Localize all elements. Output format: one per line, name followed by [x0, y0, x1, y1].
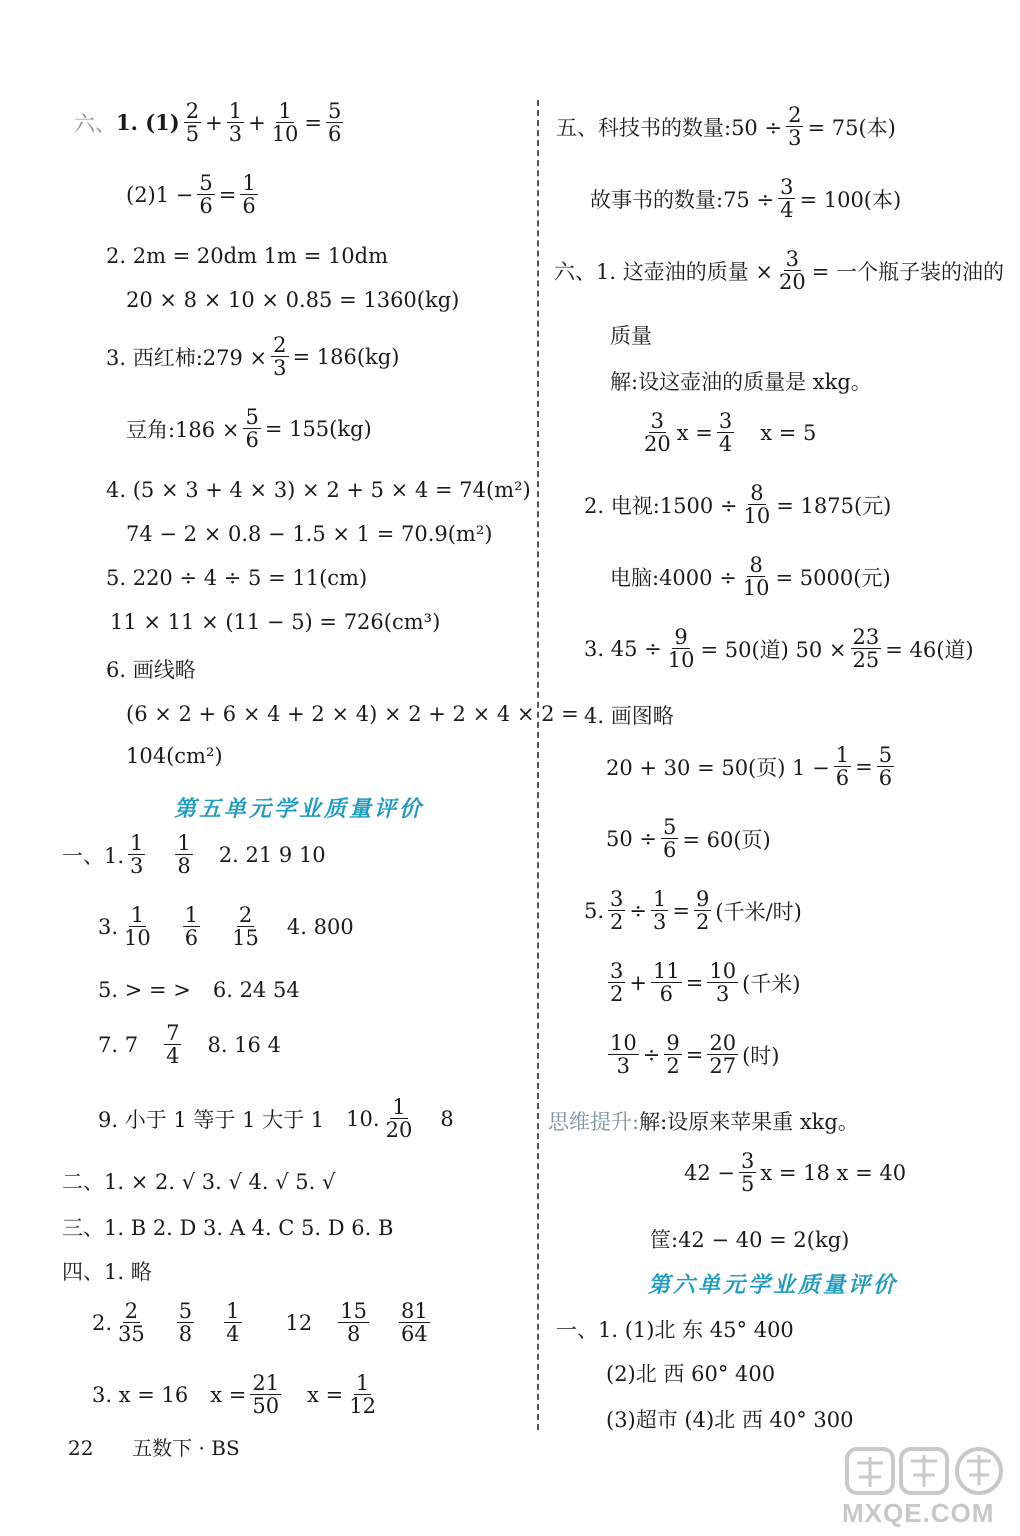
fraction: $\frac{1}{20}$ [385, 1095, 413, 1143]
fraction: $\frac{5}{8}$ [178, 1299, 193, 1347]
answer-6-5-line3: $\frac{10}{3}$ ÷ $\frac{9}{2}$ = $\frac{20}{27}$ (时) [610, 1031, 780, 1079]
u5-section-4-2: 2. $\frac{2}{35}$ $\frac{5}{8}$ $\frac{1}{4}$ 12 $\frac{15}{8}$ $\frac{81}{64}$ [92, 1299, 428, 1347]
fraction: $\frac{9}{10}$ [667, 625, 695, 673]
answer-6-1-1: 六、 1. (1) $\frac{2}{5}$ + $\frac{1}{3}$ + $\frac{1}{10}$ = $\frac{5}{6}$ [74, 99, 342, 147]
fraction: $\frac{81}{64}$ [401, 1299, 428, 1347]
fraction: $\frac{1}{6}$ [184, 903, 199, 951]
answer-6-5-line1: 5. $\frac{3}{2}$ ÷ $\frac{1}{3}$ = $\frac{9}{2}$ (千米/时) [584, 887, 802, 935]
fraction: $\frac{1}{3}$ [653, 887, 667, 935]
u5-section-3: 三、1. B 2. D 3. A 4. C 5. D 6. B [62, 1216, 394, 1240]
u5-section-2: 二、1. × 2. √ 3. √ 4. √ 5. √ [62, 1170, 336, 1194]
u5-row-9-10: 9. 小于 1 等于 1 大于 1 10. $\frac{1}{20}$ 8 [98, 1095, 454, 1143]
u5-row-1-2: 一、1. $\frac{1}{3}$ $\frac{1}{8}$ 2. 21 9 10 [62, 831, 326, 879]
fraction: $\frac{1}{10}$ [271, 99, 299, 147]
u5-row-7-8: 7. 7 $\frac{7}{4}$ 8. 16 4 [98, 1021, 281, 1069]
fraction: $\frac{10}{3}$ [610, 1031, 637, 1079]
answer-6-4-line2: 74 − 2 × 0.8 − 1.5 × 1 = 70.9(m²) [126, 522, 493, 546]
thinking-extension-equation: 42 − $\frac{3}{5}$ x = 18 x = 40 [684, 1149, 907, 1197]
answer-6-2-tv: 2. 电视:1500 ÷ $\frac{8}{10}$ = 1875(元) [584, 481, 892, 529]
fraction: $\frac{3}{2}$ [610, 959, 624, 1007]
answer-6-3: 3. 45 ÷ $\frac{9}{10}$ = 50(道) 50 × $\frac{23}{25}$ = 46(道) [584, 625, 974, 673]
fraction: $\frac{3}{5}$ [741, 1149, 755, 1197]
answer-6-5-line1: 5. 220 ÷ 4 ÷ 5 = 11(cm) [106, 566, 368, 590]
fraction: $\frac{11}{6}$ [652, 959, 680, 1007]
answer-5-science-books: 五、科技书的数量:50 ÷ $\frac{2}{3}$ = 75(本) [556, 103, 896, 151]
fraction: $\frac{1}{12}$ [349, 1371, 376, 1419]
fraction: $\frac{10}{3}$ [709, 959, 737, 1007]
thinking-extension: 思维提升: 解:设原来苹果重 xkg。 [548, 1110, 859, 1134]
fraction: $\frac{5}{6}$ [878, 743, 893, 791]
fraction: $\frac{3}{4}$ [718, 409, 733, 457]
unit6-heading: 第六单元学业质量评价 [648, 1272, 899, 1298]
fraction: $\frac{8}{10}$ [743, 481, 771, 529]
fraction: $\frac{2}{35}$ [118, 1299, 145, 1347]
watermark-text: MXQE.COM [842, 1498, 995, 1528]
answer-6-5-line2: $\frac{3}{2}$ + $\frac{11}{6}$ = $\frac{10}{3}$ (千米) [610, 959, 801, 1007]
fraction: $\frac{1}{3}$ [130, 831, 144, 879]
answer-6-2-line1: 2. 2m = 20dm 1m = 10dm [106, 244, 388, 268]
fraction: $\frac{3}{4}$ [780, 175, 794, 223]
fraction: $\frac{1}{3}$ [228, 99, 243, 147]
fraction: $\frac{1}{8}$ [177, 831, 191, 879]
u5-row-5-6: 5. > = > 6. 24 54 [98, 978, 300, 1002]
fraction: $\frac{15}{8}$ [340, 1299, 367, 1347]
fraction: $\frac{1}{10}$ [124, 903, 151, 951]
answer-6-6-line2: (6 × 2 + 6 × 4 + 2 × 4) × 2 + 2 × 4 × 2 = [126, 702, 579, 726]
u6-answer-1-1: 一、1. (1)北 东 45° 400 [556, 1318, 794, 1342]
u5-section-4-1: 四、1. 略 [62, 1260, 152, 1284]
fraction: $\frac{5}{6}$ [245, 405, 259, 453]
column-divider [537, 100, 539, 1430]
fraction: $\frac{2}{15}$ [232, 903, 259, 951]
fraction: $\frac{8}{10}$ [742, 553, 770, 601]
answer-6-4-line1: 4. (5 × 3 + 4 × 3) × 2 + 5 × 4 = 74(m²) [106, 478, 531, 502]
fraction: $\frac{3}{2}$ [610, 887, 624, 935]
fraction: $\frac{20}{27}$ [709, 1031, 737, 1079]
answer-5-story-books: 故事书的数量:75 ÷ $\frac{3}{4}$ = 100(本) [590, 175, 902, 223]
fraction: $\frac{1}{6}$ [242, 171, 256, 219]
fraction: $\frac{3}{20}$ [778, 247, 806, 295]
fraction: $\frac{23}{25}$ [852, 625, 880, 673]
answer-6-1-oil-line2: 质量 [610, 324, 652, 348]
fraction: $\frac{1}{4}$ [226, 1299, 240, 1347]
fraction: $\frac{5}{6}$ [328, 99, 342, 147]
fraction: $\frac{5}{6}$ [199, 171, 213, 219]
fraction: $\frac{9}{2}$ [666, 1031, 680, 1079]
book-label: 五数下 · BS [132, 1436, 240, 1460]
fraction: $\frac{7}{4}$ [166, 1021, 180, 1069]
answer-6-1-2: (2)1 − $\frac{5}{6}$ = $\frac{1}{6}$ [126, 171, 256, 219]
thinking-extension-answer: 筐:42 − 40 = 2(kg) [650, 1228, 850, 1252]
fraction: $\frac{3}{20}$ [644, 409, 671, 457]
answer-6-5-line2: 11 × 11 × (11 − 5) = 726(cm³) [110, 610, 441, 634]
answer-6-4-line2: 20 + 30 = 50(页) 1 − $\frac{1}{6}$ = $\frac{5}{6}$ [606, 743, 893, 791]
fraction: $\frac{2}{3}$ [788, 103, 802, 151]
fraction: $\frac{21}{50}$ [252, 1371, 280, 1419]
answer-6-3-beans: 豆角:186 × $\frac{5}{6}$ = 155(kg) [126, 405, 372, 453]
u6-answer-1-3: (3)超市 (4)北 西 40° 300 [606, 1408, 854, 1432]
answer-6-2-line2: 20 × 8 × 10 × 0.85 = 1360(kg) [126, 288, 460, 312]
answer-6-1-oil: 六、1. 这壶油的质量 × $\frac{3}{20}$ = 一个瓶子装的油的 [554, 247, 1004, 295]
page-number: 22 [68, 1436, 94, 1460]
fraction: $\frac{2}{5}$ [185, 99, 200, 147]
u6-answer-1-2: (2)北 西 60° 400 [606, 1362, 776, 1386]
answer-6-1-oil-line3: 解:设这壶油的质量是 xkg。 [610, 370, 872, 394]
fraction: $\frac{9}{2}$ [696, 887, 710, 935]
u5-row-3-4: 3. $\frac{1}{10}$ $\frac{1}{6}$ $\frac{2}{15}$ 4. 800 [98, 903, 354, 951]
answer-stamp-icon [845, 1445, 1005, 1502]
answer-6-6-line3: 104(cm²) [126, 744, 223, 768]
answer-6-1-oil-equation: $\frac{3}{20}$ x = $\frac{3}{4}$ x = 5 [644, 409, 817, 457]
page-footer [68, 1432, 240, 1461]
u5-section-4-3: 3. x = 16 x = $\frac{21}{50}$ x = $\frac{1}{12}$ [92, 1371, 376, 1419]
answer-6-3-tomato: 3. 西红柿:279 × $\frac{2}{3}$ = 186(kg) [106, 333, 400, 381]
answer-6-4-line3: 50 ÷ $\frac{5}{6}$ = 60(页) [606, 815, 771, 863]
answer-6-4-line1: 4. 画图略 [584, 704, 674, 728]
fraction: $\frac{5}{6}$ [663, 815, 677, 863]
answer-6-6-line1: 6. 画线略 [106, 658, 196, 682]
answer-6-2-computer: 电脑:4000 ÷ $\frac{8}{10}$ = 5000(元) [610, 553, 891, 601]
unit5-heading: 第五单元学业质量评价 [174, 796, 425, 822]
fraction: $\frac{2}{3}$ [273, 333, 287, 381]
fraction: $\frac{1}{6}$ [835, 743, 850, 791]
